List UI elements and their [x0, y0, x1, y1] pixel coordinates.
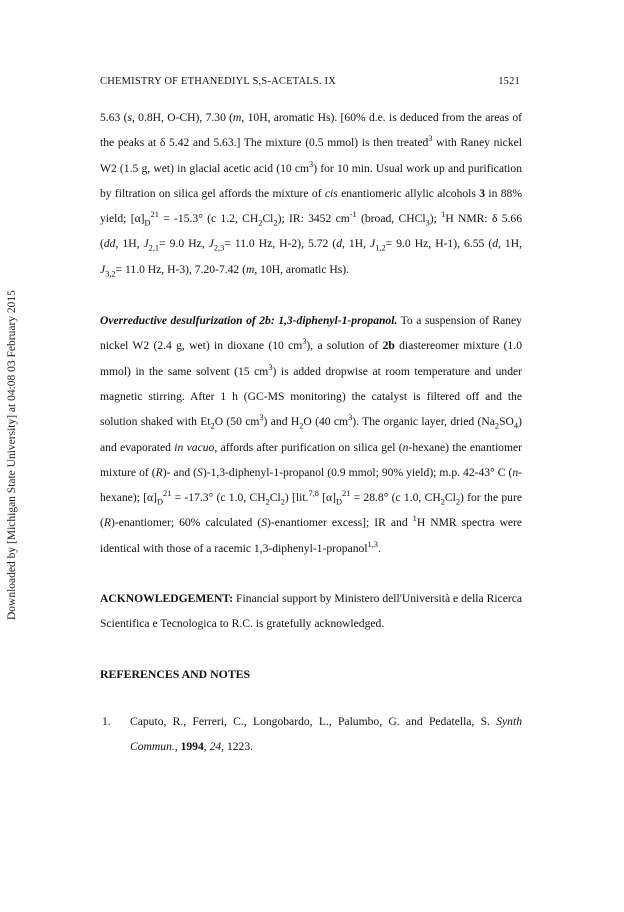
- acknowledgement-text: Financial support by Ministero dell'Università e della Ricerca Scientifica e Tecnologica to R.C. is gratefully acknowledged.: [100, 592, 522, 631]
- page-content: [100, 105, 522, 760]
- reference-text: Caputo, R., Ferreri, C., Longobardo, L., Palumbo, G. and Pedatella, S. Synth Commun., 1994, 24, 1223.: [130, 714, 522, 754]
- acknowledgement: [100, 586, 522, 637]
- references-title: REFERENCES AND NOTES: [100, 666, 251, 681]
- section-heading-italic: Overreductive desulfurization of: [100, 314, 260, 328]
- section-heading-compound: 2b: 1,3-diphenyl-1-propanol.: [259, 314, 398, 328]
- reference-item: [100, 709, 522, 760]
- running-header: [100, 76, 520, 87]
- running-title: CHEMISTRY OF ETHANEDIYL S,S-ACETALS. IX: [100, 76, 337, 87]
- download-watermark: Downloaded by [Michigan State University] at 04:08 03 February 2015: [6, 290, 18, 620]
- paragraph-experimental-3: 5.63 (s, 0.8H, O-CH), 7.30 (m, 10H, aromatic Hs). [60% d.e. is deduced from the areas of the peaks at δ 5.42 and 5.63.] The mixture (0.5 mmol) is then treated$^3$ with Raney nickel W2 (1.5 g, wet) in glacial acetic acid (10 $cm^3$) for 10 min. Usual work up and purification by filtration on silica gel affords the mixture of cis enantiomeric allylic alcohols 3 in 88% yield; $[\alpha]_D^{21} = -15.3^\circ$ (c 1.2, $CH_2Cl_2$); IR: 3452 $cm^{-1}$ (broad, CHCl$_3$); $^1$H NMR: δ 5.66 (dd, 1H, $J_{2,1}= 9.0$ Hz, $J_{2,3}= 11.0$ Hz, H-2), 5.72 (d, 1H, $J_{1,2}= 9.0$ Hz, H-1), 6.55 (d, 1H, $J_{3,2}= 11.0$ Hz, H-3), 7.20-7.42 (m, 10H, aromatic Hs).: [100, 111, 523, 279]
- page-number: 1521: [498, 76, 520, 87]
- reference-number: 1.: [102, 714, 111, 728]
- paragraph-overreductive-desulfurization: Overreductive desulfurization of 2b: 1,3-diphenyl-1-propanol. To a suspension of Raney nickel W2 (2.4 g, wet) in dioxane (10 $cm^3$), a solution of 2b diastereomer mixture (1.0 mmol) in the same solvent (15 $cm^3$) is added dropwise at room temperature and under magnetic stirring. After 1 h (GC-MS monitoring) the catalyst is filtered off and the solution shaked with $Et_2O$ (50 $cm^3$) and $H_2O$ (40 $cm^3$). The organic layer, dried $(Na_2SO_4)$ and evaporated in vacuo, affords after purification on silica gel (n-hexane) the enantiomer mixture of (R)- and (S)-1,3-diphenyl-1-propanol (0.9 mmol; 90% yield); m.p. 42-43° C (n-hexane); $[\alpha]_D^{21} = -17.3^\circ$ (c 1.0, $CH_2Cl_2$) [lit.$^{7,8}$ $[\alpha]_D^{21} = 28.8^\circ$ (c 1.0, $CH_2Cl_2$) for the pure (R)-enantiomer; 60% calculated (S)-enantiomer excess]; IR and $^1$H NMR spectra were identical with those of a racemic 1,3-diphenyl-1-propanol$^{1,3}$.: [100, 314, 523, 555]
- acknowledgement-label: ACKNOWLEDGEMENT:: [100, 592, 234, 606]
